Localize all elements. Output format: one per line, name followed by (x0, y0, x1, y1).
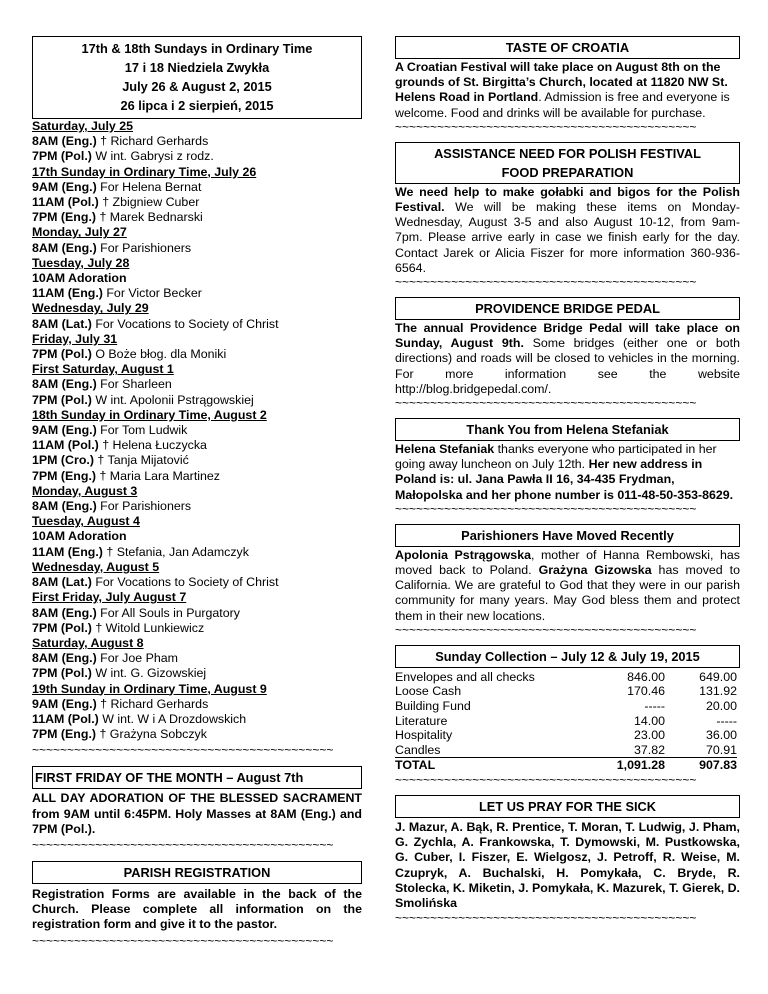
croatia-rest: . Admission is free and everyone is welcome. Food and drinks will be available for purchase. (395, 90, 730, 120)
mass-time: 7PM (Pol.) (32, 347, 92, 362)
right-column (395, 0, 740, 924)
mass-time: 7PM (Pol.) (32, 392, 92, 407)
collection-july-19: 20.00 (705, 699, 737, 714)
schedule-day (32, 682, 362, 697)
schedule-day-label: First Friday, July August 7 (32, 590, 187, 605)
schedule-mass (32, 712, 362, 727)
schedule-day-label: Saturday, August 8 (32, 635, 144, 650)
schedule-day (32, 362, 362, 377)
left-column (32, 0, 362, 947)
schedule-mass (32, 347, 362, 362)
pedal-body (395, 321, 740, 397)
schedule-mass (32, 180, 362, 195)
polish-title-2: FOOD PREPARATION (501, 164, 634, 180)
schedule-mass (32, 286, 362, 301)
first-friday-box (32, 766, 362, 789)
moved-body (395, 548, 740, 624)
mass-intention: For Parishioners (96, 240, 192, 255)
schedule-day (32, 301, 362, 316)
separator: ~~~~~~~~~~~~~~~~~~~~~~~~~~~~~~~~~~~~~~~~~~~ (395, 502, 697, 515)
schedule-day-label: Monday, August 3 (32, 483, 138, 498)
header-line-3: July 26 & August 2, 2015 (122, 79, 272, 94)
mass-intention: For Victor Becker (102, 286, 202, 301)
thanks-bold: Her new address in Poland is: ul. Jana Pawła II 16, 34-435 Frydman, Małopolska and her phone number is 011-48-50-353-8629. (395, 457, 734, 502)
mass-intention: For Vocations to Society of Christ (91, 575, 279, 590)
schedule-mass (32, 149, 362, 164)
separator: ~~~~~~~~~~~~~~~~~~~~~~~~~~~~~~~~~~~~~~~~~~~ (32, 838, 334, 851)
first-friday-body: ALL DAY ADORATION OF THE BLESSED SACRAMENT from 9AM until 6:45PM. Holy Masses at 8AM (Eng.) and 7PM (Pol.). (32, 791, 362, 836)
registration-box (32, 861, 362, 884)
mass-intention: † Marek Bednarski (96, 210, 203, 225)
mass-time: 10AM Adoration (32, 271, 127, 286)
collection-label: TOTAL (395, 758, 436, 773)
collection-title: Sunday Collection – July 12 & July 19, 2015 (435, 648, 700, 664)
schedule-day-label: Wednesday, August 5 (32, 559, 160, 574)
croatia-title-box (395, 36, 740, 59)
schedule-day (32, 484, 362, 499)
collection-july-19: 70.91 (665, 743, 737, 758)
separator: ~~~~~~~~~~~~~~~~~~~~~~~~~~~~~~~~~~~~~~~~~~~ (395, 276, 697, 289)
sick-title-box (395, 795, 740, 818)
schedule-day-label: Tuesday, July 28 (32, 255, 130, 270)
mass-time: 11AM (Pol.) (32, 711, 99, 726)
collection-row (395, 728, 737, 743)
mass-time: 8AM (Eng.) (32, 240, 97, 255)
polish-bold: We need help to make gołabki and bigos for the Polish Festival. (395, 184, 740, 215)
schedule-mass (32, 621, 362, 636)
schedule-day-label: 19th Sunday in Ordinary Time, August 9 (32, 681, 267, 696)
mass-intention: W int. G. Gizowskiej (91, 666, 207, 681)
thanks-title-box (395, 418, 740, 441)
collection-july-12: 37.82 (565, 743, 665, 758)
polish-title-1: ASSISTANCE NEED FOR POLISH FESTIVAL (434, 145, 701, 161)
header-line-2: 17 i 18 Niedziela Zwykła (124, 60, 270, 75)
mass-time: 8AM (Eng.) (32, 651, 97, 666)
schedule-day (32, 560, 362, 575)
schedule-mass (32, 651, 362, 666)
mass-time: 8AM (Eng.) (32, 605, 97, 620)
schedule-day (32, 225, 362, 240)
moved-title-box (395, 524, 740, 547)
schedule-mass (32, 195, 362, 210)
croatia-body (395, 60, 740, 121)
separator: ~~~~~~~~~~~~~~~~~~~~~~~~~~~~~~~~~~~~~~~~~~~ (32, 744, 334, 757)
registration-body: Registration Forms are available in the back of the Church. Please complete all information on the registration form and give it to the pastor. (32, 886, 362, 932)
mass-time: 8AM (Eng.) (32, 134, 97, 149)
header-line-4: 26 lipca i 2 sierpień, 2015 (120, 98, 274, 113)
schedule-mass (32, 666, 362, 681)
mass-schedule (32, 119, 362, 742)
mass-intention: † Richard Gerhards (96, 696, 209, 711)
schedule-mass (32, 727, 362, 742)
mass-time: 8AM (Eng.) (32, 377, 97, 392)
header-line-1: 17th & 18th Sundays in Ordinary Time (81, 41, 313, 56)
polish-title-box (395, 142, 740, 184)
schedule-mass (32, 499, 362, 514)
thanks-name: Helena Stefaniak (395, 442, 495, 457)
mass-time: 7PM (Eng.) (32, 210, 97, 225)
collection-row (395, 670, 737, 685)
schedule-day-label: First Saturday, August 1 (32, 362, 174, 377)
separator: ~~~~~~~~~~~~~~~~~~~~~~~~~~~~~~~~~~~~~~~~~~~ (395, 774, 697, 787)
mass-time: 11AM (Pol.) (32, 195, 99, 210)
schedule-mass (32, 575, 362, 590)
separator: ~~~~~~~~~~~~~~~~~~~~~~~~~~~~~~~~~~~~~~~~~~~ (32, 934, 334, 947)
mass-intention: † Witold Lunkiewicz (91, 620, 205, 635)
collection-july-12: 14.00 (633, 713, 665, 728)
collection-label: Loose Cash (395, 684, 462, 699)
mass-time: 8AM (Lat.) (32, 316, 92, 331)
mass-intention: For Parishioners (96, 499, 192, 514)
schedule-day-label: Monday, July 27 (32, 225, 127, 240)
mass-time: 7PM (Pol.) (32, 666, 92, 681)
croatia-title: TASTE OF CROATIA (505, 40, 630, 55)
collection-label: Literature (395, 713, 448, 728)
collection-july-19: ----- (716, 713, 737, 728)
schedule-mass (32, 134, 362, 149)
pedal-title-box (395, 297, 740, 320)
mass-intention: For All Souls in Purgatory (96, 605, 240, 620)
mass-intention: † Richard Gerhards (96, 134, 209, 149)
schedule-day-label: Friday, July 31 (32, 331, 118, 346)
collection-row (395, 684, 737, 699)
mass-intention: † Tanja Mijatović (93, 453, 189, 468)
schedule-mass (32, 529, 362, 544)
thanks-body (395, 442, 740, 503)
collection-row (395, 714, 737, 729)
mass-intention: O Boże błog. dla Moniki (91, 347, 227, 362)
sick-title: LET US PRAY FOR THE SICK (478, 799, 657, 815)
collection-label: Envelopes and all checks (395, 669, 535, 684)
schedule-mass (32, 545, 362, 560)
moved-name-1: Apolonia Pstrągowska (395, 547, 531, 562)
collection-row (395, 699, 737, 714)
mass-time: 7PM (Pol.) (32, 149, 92, 164)
polish-body (395, 185, 740, 276)
thanks-mid: thanks everyone who participated in her going away luncheon on July 12th. (395, 442, 717, 472)
schedule-mass (32, 453, 362, 468)
collection-label: Candles (395, 743, 565, 758)
schedule-mass (32, 606, 362, 621)
schedule-mass (32, 317, 362, 332)
registration-title: PARISH REGISTRATION (123, 864, 271, 880)
schedule-day-label: Tuesday, August 4 (32, 514, 140, 529)
schedule-mass (32, 393, 362, 408)
schedule-day (32, 332, 362, 347)
sick-body: J. Mazur, A. Bąk, R. Prentice, T. Moran, T. Ludwig, J. Pham, G. Zychla, A. Frankowska, T. Dymowski, M. Pustkowska, G. Cuber, I. Fiszer, E. Wielgosz, J. Petroff, R. Weise, M. Czupryk, A. Buchalski, H. Pomykała, C. Bryde, R. Stolecka, K. Miketin, J. Pomykała, K. Mazurek, T. Gierek, D. Smolińska (395, 820, 741, 911)
mass-intention: For Helena Bernat (96, 179, 202, 194)
separator: ~~~~~~~~~~~~~~~~~~~~~~~~~~~~~~~~~~~~~~~~~~~ (395, 623, 697, 636)
collection-july-19: 131.92 (699, 684, 737, 699)
mass-time: 9AM (Eng.) (32, 423, 97, 438)
mass-intention: W int. Gabrysi z rodz. (91, 149, 214, 164)
separator: ~~~~~~~~~~~~~~~~~~~~~~~~~~~~~~~~~~~~~~~~~~~ (395, 397, 697, 410)
collection-july-12: ----- (644, 699, 665, 714)
moved-title: Parishioners Have Moved Recently (461, 527, 674, 543)
mass-intention: W int. W i A Drozdowskich (98, 711, 247, 726)
collection-july-12: 846.00 (627, 669, 665, 684)
moved-name-2: Grażyna Gizowska (538, 563, 652, 578)
schedule-day (32, 590, 362, 605)
mass-intention: † Zbigniew Cuber (98, 195, 200, 210)
mass-intention: † Helena Łuczycka (98, 438, 207, 453)
schedule-mass (32, 210, 362, 225)
mass-intention: † Maria Lara Martinez (96, 468, 220, 483)
mass-time: 10AM Adoration (32, 529, 127, 544)
schedule-mass (32, 423, 362, 438)
schedule-mass (32, 697, 362, 712)
mass-intention: † Grażyna Sobczyk (96, 727, 207, 742)
first-friday-title: FIRST FRIDAY OF THE MONTH – August 7th (35, 770, 304, 786)
mass-time: 8AM (Lat.) (32, 575, 92, 590)
mass-time: 8AM (Eng.) (32, 499, 97, 514)
mass-time: 7PM (Eng.) (32, 727, 97, 742)
pedal-title: PROVIDENCE BRIDGE PEDAL (475, 301, 660, 317)
collection-july-12: 23.00 (633, 728, 665, 743)
mass-time: 11AM (Eng.) (32, 544, 103, 559)
schedule-day-label: 18th Sunday in Ordinary Time, August 2 (32, 407, 267, 422)
schedule-day (32, 119, 362, 134)
collection-july-19: 36.00 (705, 728, 737, 743)
mass-time: 9AM (Eng.) (32, 179, 97, 194)
separator: ~~~~~~~~~~~~~~~~~~~~~~~~~~~~~~~~~~~~~~~~~~~ (395, 120, 697, 133)
schedule-day-label: Saturday, July 25 (32, 119, 134, 133)
mass-time: 1PM (Cro.) (32, 453, 94, 468)
schedule-day-label: Wednesday, July 29 (32, 301, 149, 316)
schedule-day (32, 514, 362, 529)
moved-mid: , mother of Hanna Rembowski, has moved back to Poland. (395, 547, 740, 578)
mass-intention: For Joe Pham (96, 651, 178, 666)
collection-july-19: 649.00 (699, 669, 737, 684)
separator: ~~~~~~~~~~~~~~~~~~~~~~~~~~~~~~~~~~~~~~~~~~~ (395, 912, 697, 925)
mass-intention: † Stefania, Jan Adamczyk (102, 544, 249, 559)
collection-title-box (395, 645, 740, 668)
mass-intention: For Sharleen (96, 377, 172, 392)
schedule-mass (32, 377, 362, 392)
mass-intention: W int. Apolonii Pstrągowskiej (91, 392, 254, 407)
collection-row (395, 743, 737, 758)
thanks-title: Thank You from Helena Stefaniak (466, 422, 669, 438)
collection-label: Hospitality (395, 728, 453, 743)
mass-time: 7PM (Pol.) (32, 620, 92, 635)
mass-time: 11AM (Eng.) (32, 286, 103, 301)
mass-header-box (32, 36, 362, 119)
schedule-day (32, 408, 362, 423)
schedule-mass (32, 271, 362, 286)
schedule-mass (32, 438, 362, 453)
schedule-day-label: 17th Sunday in Ordinary Time, July 26 (32, 164, 257, 179)
collection-table (395, 670, 737, 773)
mass-time: 9AM (Eng.) (32, 696, 97, 711)
schedule-day (32, 165, 362, 180)
schedule-day (32, 256, 362, 271)
collection-total-row (395, 758, 737, 773)
schedule-mass (32, 469, 362, 484)
collection-july-12: 1,091.28 (616, 758, 665, 773)
moved-rest: has moved to California. We are grateful to God that they were in our parish community for many years. May God bless them and protect them in their new locations. (395, 563, 740, 623)
mass-time: 7PM (Eng.) (32, 468, 97, 483)
schedule-mass (32, 241, 362, 256)
mass-intention: For Vocations to Society of Christ (91, 316, 279, 331)
collection-july-12: 170.46 (627, 684, 665, 699)
mass-intention: For Tom Ludwik (96, 423, 188, 438)
schedule-day (32, 636, 362, 651)
croatia-bold: A Croatian Festival will take place on August 8th on the grounds of St. Birgitta’s Church, located at 11820 NW St. Helens Road in Portland (395, 60, 728, 105)
collection-july-19: 907.83 (699, 758, 737, 773)
pedal-bold: The annual Providence Bridge Pedal will take place on Sunday, August 9th. (395, 321, 740, 351)
polish-rest: We will be making these items on Monday-Wednesday, August 3-5 and also August 10-12, from 9am-7pm. Please arrive early in case we finish early for the day. Contact Jarek or Alicia Fiszer for more information 360-936-6564. (395, 200, 740, 275)
collection-label: Building Fund (395, 699, 471, 714)
mass-time: 11AM (Pol.) (32, 438, 99, 453)
pedal-rest: Some bridges (either one or both directions) and roads will be closed to vehicles in the morning. For more information see the website http://blog.bridgepedal.com/. (395, 336, 740, 396)
